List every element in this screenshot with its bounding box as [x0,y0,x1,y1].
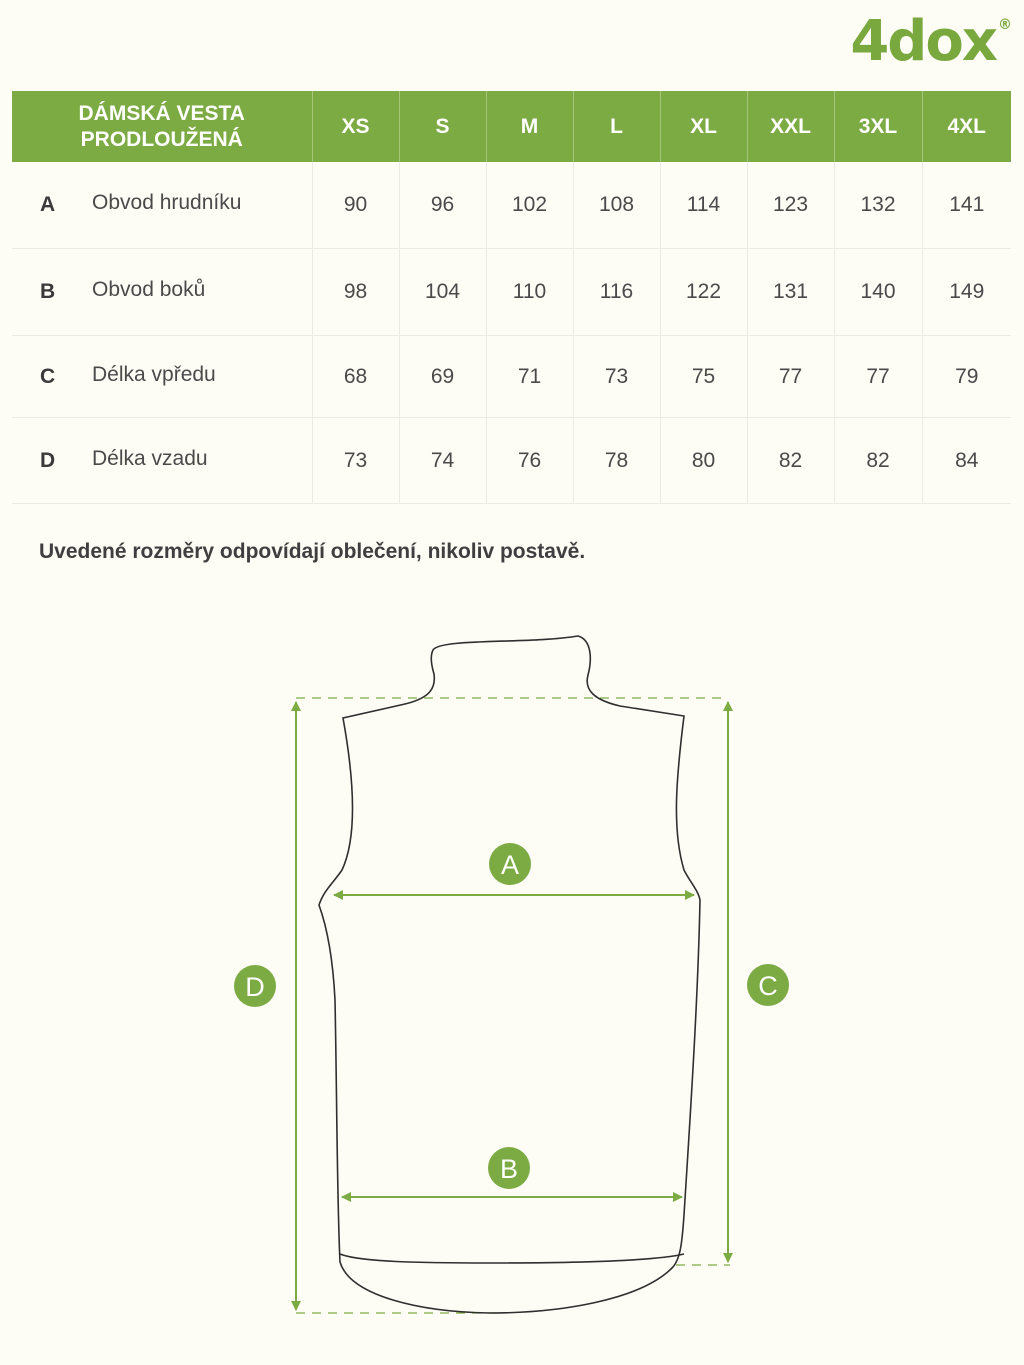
table-title-line2: PRODLOUŽENÁ [80,127,243,151]
table-cell: 116 [573,249,660,336]
row-letter: B [40,280,56,303]
table-cell: 75 [660,336,747,418]
size-header: XS [312,91,399,162]
badge-c [747,964,789,1006]
logo-text: 4dox [850,9,996,74]
table-cell: 69 [399,336,486,418]
table-cell: 102 [486,162,573,249]
row-name: Délka vpředu [92,362,216,386]
table-cell: 110 [486,249,573,336]
row-label [12,336,312,418]
table-cell: 122 [660,249,747,336]
table-cell: 68 [312,336,399,418]
vest-outline [319,636,700,1313]
row-name: Délka vzadu [92,446,208,470]
table-cell: 96 [399,162,486,249]
size-header: XXL [747,91,834,162]
row-name: Obvod boků [92,278,206,301]
size-header: 4XL [922,91,1011,162]
size-header: S [399,91,486,162]
table-cell: 71 [486,336,573,418]
table-cell: 73 [573,336,660,418]
row-label [12,249,312,336]
row-name: Obvod hrudníku [92,191,242,214]
table-header-row [12,91,1011,162]
table-cell: 132 [834,162,922,249]
table-cell: 131 [747,249,834,336]
table-cell: 77 [834,336,922,418]
table-cell: 79 [922,336,1011,418]
badge-b [488,1147,530,1189]
table-title [12,91,312,162]
table-cell: 76 [486,418,573,504]
table-cell: 84 [922,418,1011,504]
table-cell: 82 [747,418,834,504]
row-letter: A [40,193,56,216]
table-row [12,162,1011,249]
table-row [12,249,1011,336]
size-header: L [573,91,660,162]
row-label [12,418,312,504]
row-letter: D [40,448,56,472]
vest-diagram [0,600,1024,1340]
table-cell: 82 [834,418,922,504]
brand-logo [850,9,1010,74]
table-cell: 123 [747,162,834,249]
table-cell: 78 [573,418,660,504]
badge-a [489,843,531,885]
table-cell: 149 [922,249,1011,336]
table-cell: 73 [312,418,399,504]
size-table [12,91,1011,504]
table-cell: 98 [312,249,399,336]
measurement-note: Uvedené rozměry odpovídají oblečení, nikoliv postavě. [39,540,586,563]
size-header: 3XL [834,91,922,162]
row-letter: C [40,364,56,388]
table-row [12,418,1011,504]
registered-mark: ® [998,17,1010,33]
measurement-arrows [296,702,728,1310]
reference-lines [296,698,730,1313]
table-cell: 140 [834,249,922,336]
table-row [12,336,1011,418]
badge-a-label: A [500,850,520,880]
table-cell: 74 [399,418,486,504]
badge-c-label: C [758,971,778,1001]
badge-d-label: D [245,972,265,1002]
table-title-line1: DÁMSKÁ VESTA [78,101,245,125]
table-cell: 141 [922,162,1011,249]
table-cell: 114 [660,162,747,249]
table-cell: 90 [312,162,399,249]
badge-d [234,965,276,1007]
row-label [12,162,312,249]
badge-b-label: B [499,1154,519,1184]
size-header: XL [660,91,747,162]
table-cell: 104 [399,249,486,336]
size-header: M [486,91,573,162]
table-cell: 77 [747,336,834,418]
table-cell: 108 [573,162,660,249]
table-cell: 80 [660,418,747,504]
